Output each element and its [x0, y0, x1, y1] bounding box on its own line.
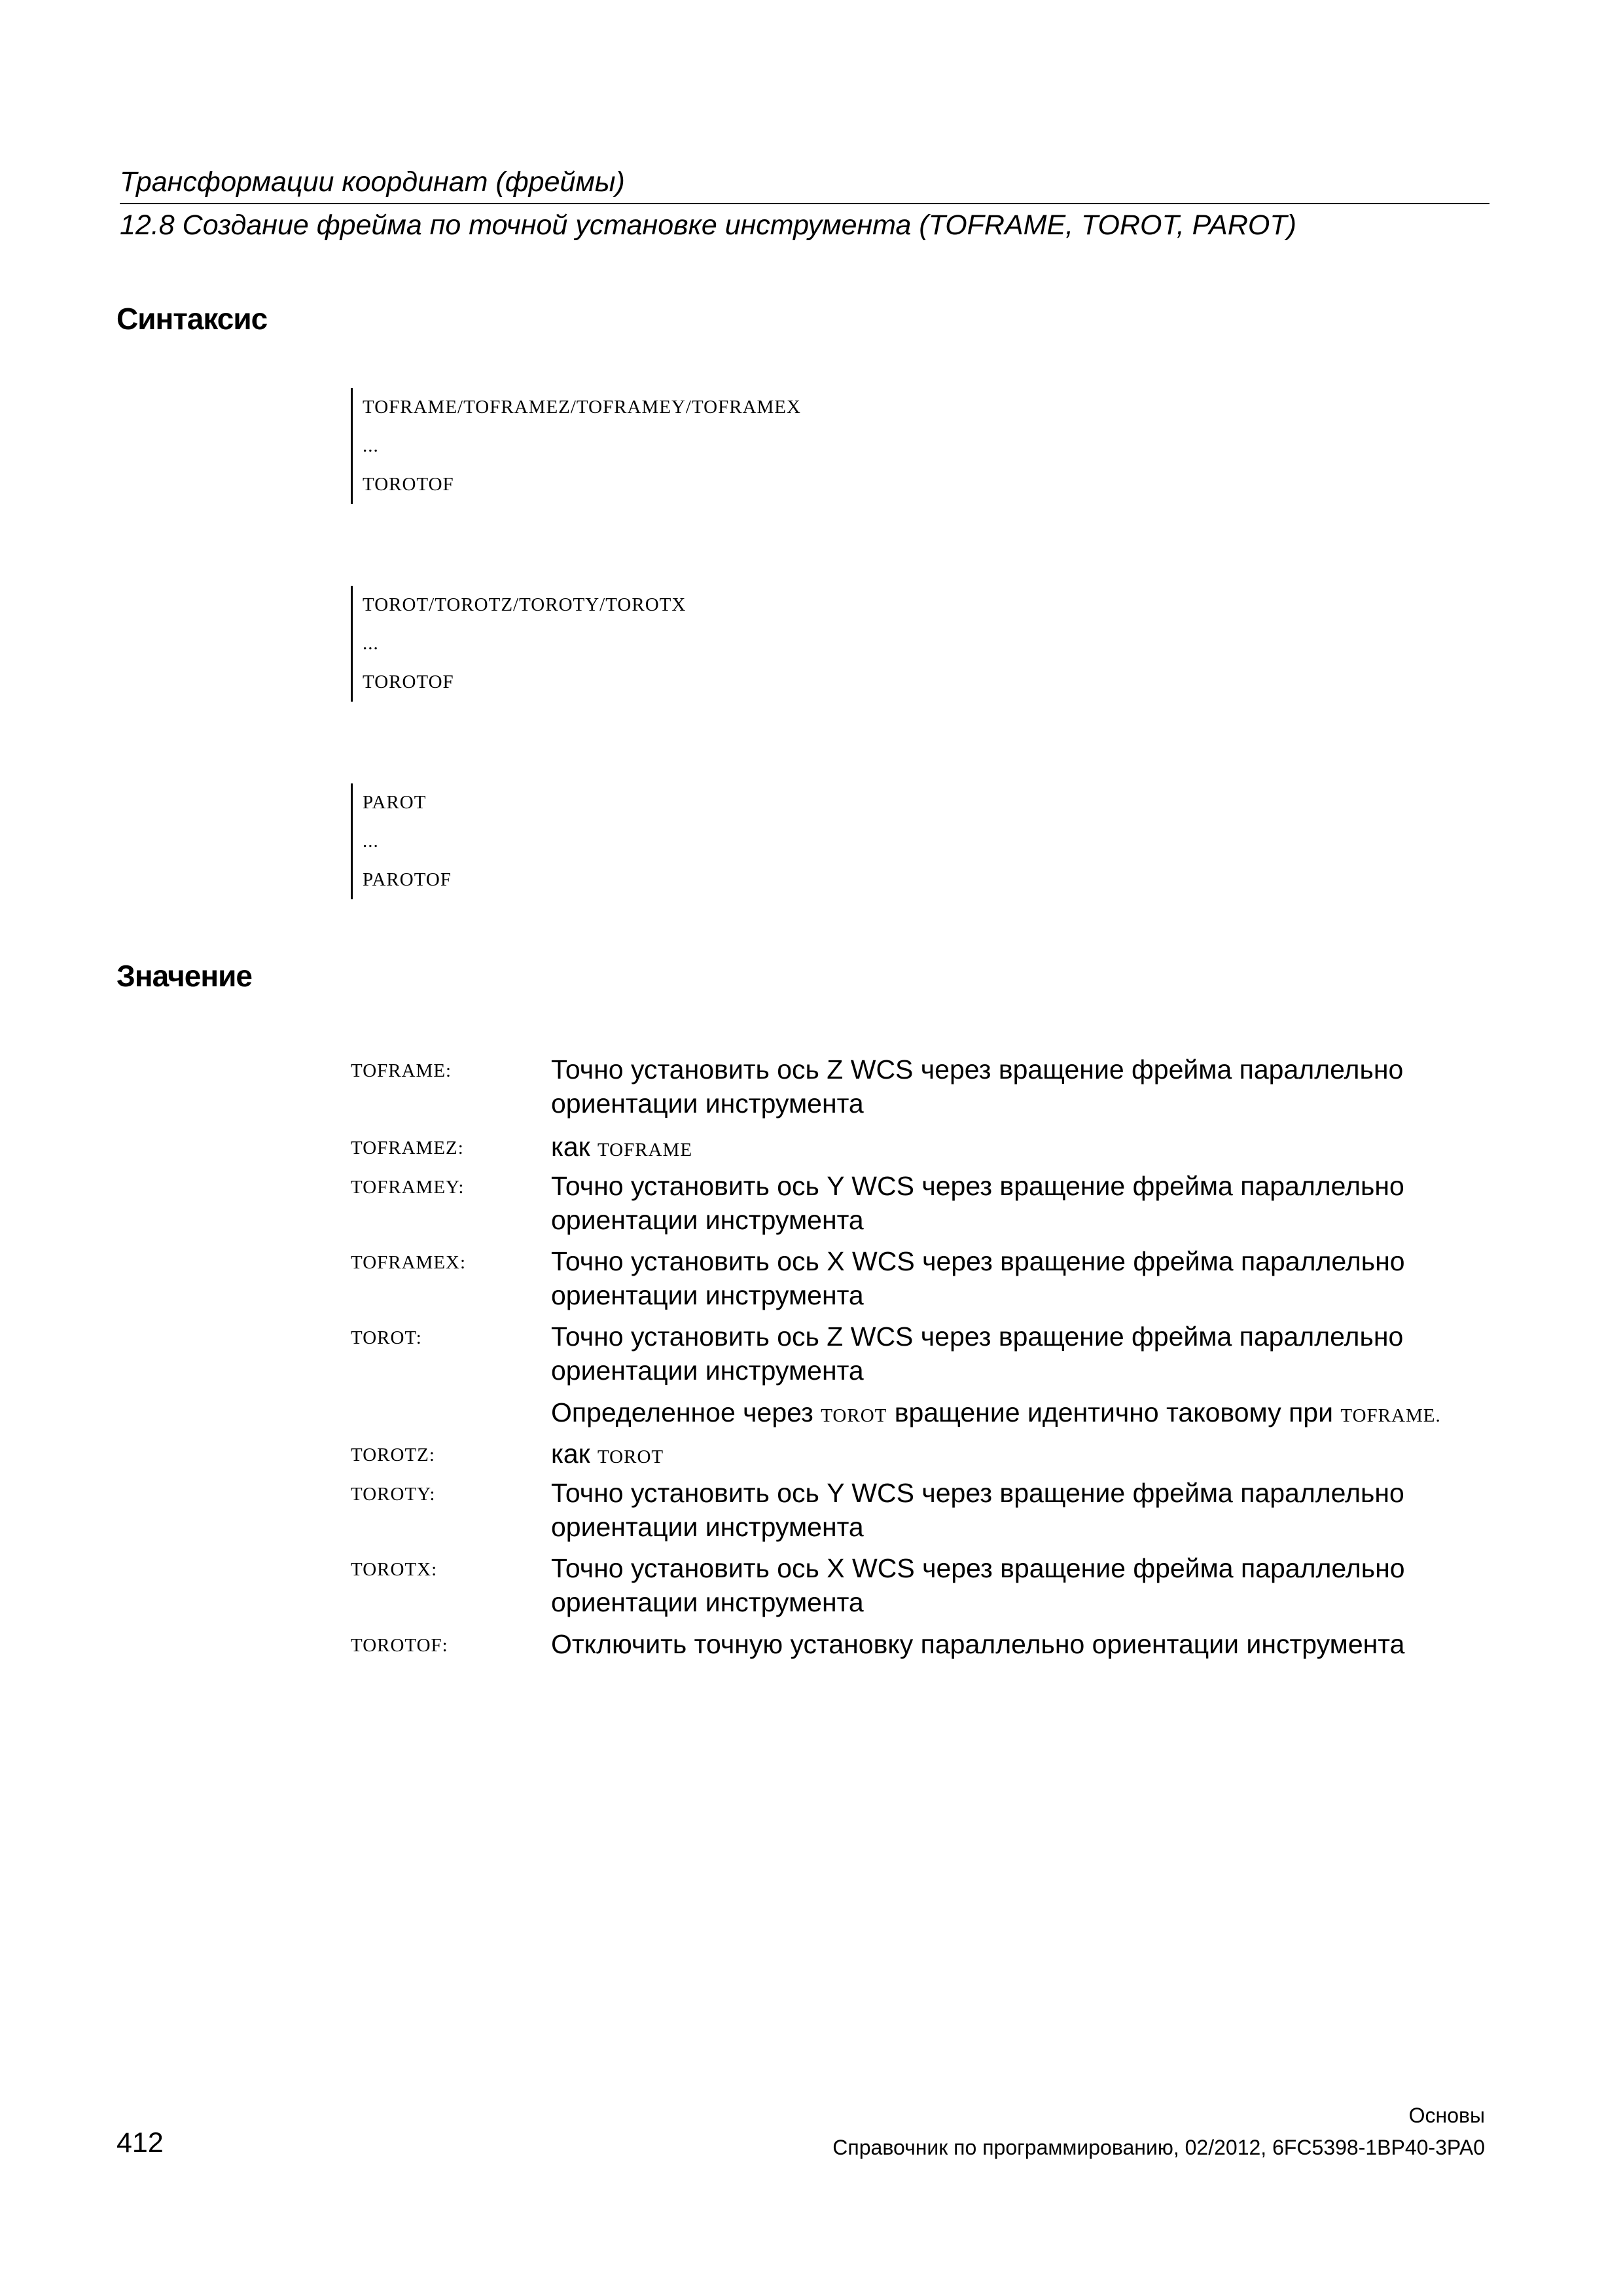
definition-desc — [551, 1130, 1480, 1167]
code-line: TOFRAME/TOFRAMEZ/TOFRAMEY/TOFRAMEX — [363, 397, 801, 418]
desc-text: как — [551, 1439, 597, 1469]
note-code: TOROT — [821, 1405, 887, 1426]
syntax-block-torot — [351, 586, 942, 702]
header-subtitle: 12.8 Создание фрейма по точной установке инструмента (TOFRAME, TOROT, PAROT) — [120, 209, 1296, 241]
code-line: TOROT/TOROTZ/TOROTY/TOROTX — [363, 594, 687, 615]
definition-desc: Точно установить ось X WCS через вращение фрейма параллельно ориентации инструмента — [551, 1553, 1405, 1617]
definition-term: TOFRAME: — [351, 1060, 452, 1081]
definition-desc: Точно установить ось Z WCS через вращение фрейма параллельно ориентации инструмента — [551, 1054, 1404, 1119]
definition-term: TOROTOF: — [351, 1635, 448, 1656]
footer-section: Основы — [1408, 2104, 1485, 2127]
code-line: ... — [363, 633, 379, 654]
definition-term: TOROTY: — [351, 1484, 436, 1505]
note-code: TOFRAME. — [1340, 1405, 1441, 1426]
definition-desc: Точно установить ось X WCS через вращение фрейма параллельно ориентации инструмента — [551, 1246, 1405, 1310]
code-line: TOROTOF — [363, 672, 454, 692]
header-title: Трансформации координат (фреймы) — [120, 166, 625, 198]
code-line: TOROTOF — [363, 474, 454, 495]
definition-desc: Точно установить ось Z WCS через вращение фрейма параллельно ориентации инструмента — [551, 1321, 1404, 1386]
note-text: Определенное через — [551, 1397, 821, 1427]
desc-text: как — [551, 1132, 597, 1162]
definition-term: TOROT: — [351, 1327, 422, 1348]
note-text: вращение идентично таковому при — [887, 1397, 1341, 1427]
definition-term: TOFRAMEZ: — [351, 1138, 464, 1158]
syntax-heading: Синтаксис — [116, 302, 268, 336]
code-line: ... — [363, 435, 379, 456]
syntax-block-toframe — [351, 388, 942, 504]
page-number: 412 — [116, 2127, 164, 2159]
code-line: ... — [363, 831, 379, 852]
desc-code: TOFRAME — [597, 1139, 693, 1160]
definition-term: TOROTZ: — [351, 1444, 435, 1465]
definition-desc: Отключить точную установку параллельно ориентации инструмента — [551, 1629, 1405, 1659]
definition-desc — [551, 1437, 1480, 1474]
syntax-block-parot — [351, 783, 942, 899]
header-rule — [120, 203, 1489, 204]
footer-reference: Справочник по программированию, 02/2012, 6FC5398-1BP40-3PA0 — [832, 2136, 1485, 2159]
desc-code: TOROT — [597, 1446, 664, 1467]
definition-desc: Точно установить ось Y WCS через вращение фрейма параллельно ориентации инструмента — [551, 1171, 1404, 1235]
definition-term: TOFRAMEY: — [351, 1177, 465, 1198]
code-line: PAROT — [363, 792, 427, 813]
definition-note — [551, 1395, 1480, 1433]
definition-term: TOROTX: — [351, 1559, 438, 1580]
meaning-heading: Значение — [116, 959, 252, 993]
definition-desc: Точно установить ось Y WCS через вращение фрейма параллельно ориентации инструмента — [551, 1478, 1404, 1542]
definition-term: TOFRAMEX: — [351, 1252, 467, 1273]
code-line: PAROTOF — [363, 869, 452, 890]
